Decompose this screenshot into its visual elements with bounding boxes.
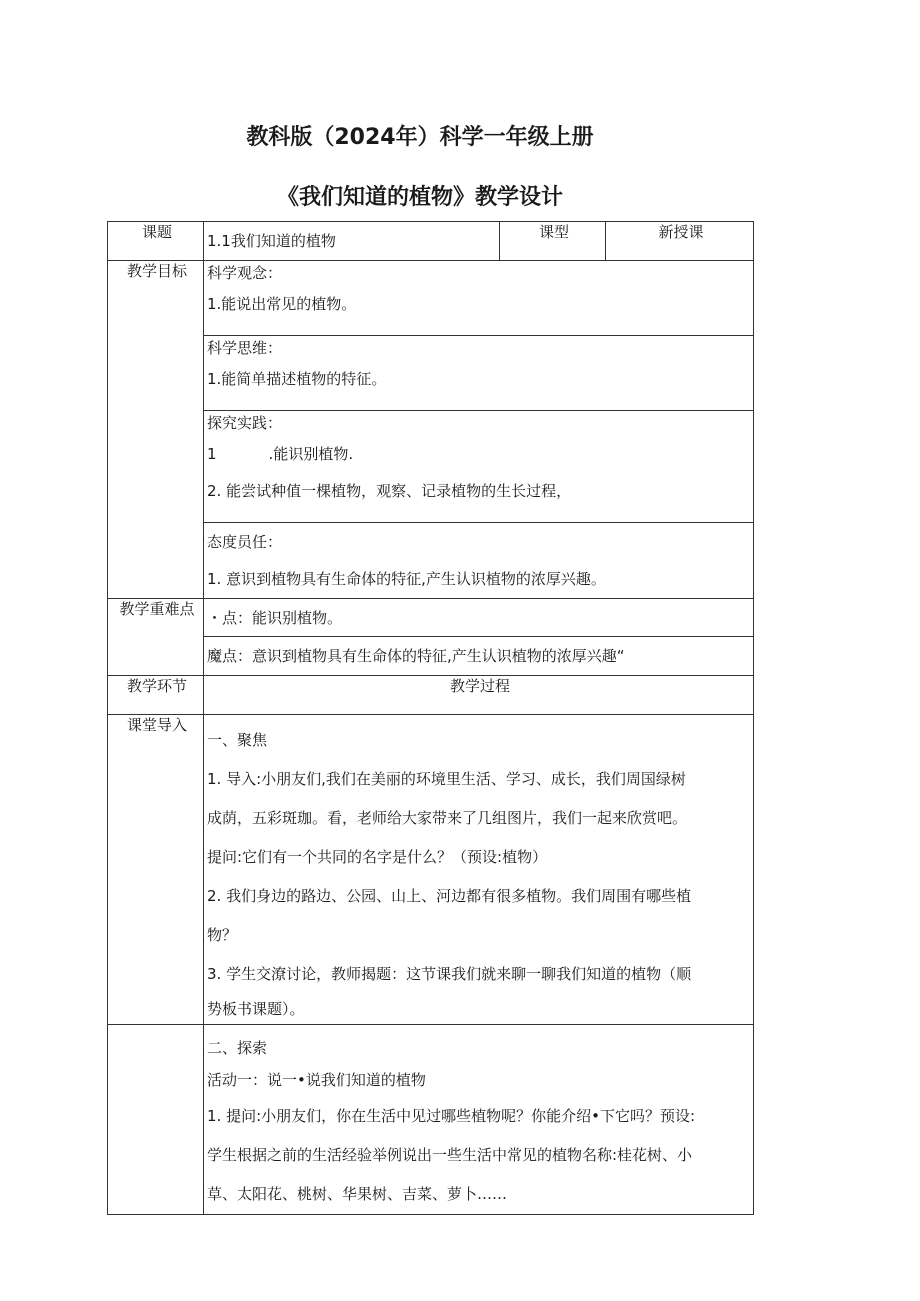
type-label: 课型 — [500, 222, 606, 261]
objective-heading: 态度员任： — [207, 533, 283, 551]
explore-line: 1. 提问:小朋友们，你在生活中见过哪些植物呢？你能介绍•下它吗？预设: — [207, 1107, 696, 1125]
table-row-key-point — [108, 599, 754, 637]
table-row-objective-practice — [108, 411, 754, 523]
explore-line: 活动一：说一•说我们知道的植物 — [207, 1071, 426, 1089]
table-row-intro — [108, 715, 754, 1025]
objective-group-attitude — [204, 523, 754, 599]
objective-item-number: 1 — [207, 445, 217, 463]
intro-line: 2. 我们身边的路边、公园、山上、河边都有很多植物。我们周围有哪些植 — [207, 887, 692, 905]
objective-item-text: .能识别植物. — [268, 445, 354, 463]
table-row-difficult-point — [108, 637, 754, 676]
intro-label: 课堂导入 — [108, 715, 204, 1025]
objective-item — [207, 436, 753, 473]
objective-heading: 探究实践： — [207, 414, 283, 432]
document-title: 教科版（2024年）科学一年级上册 — [246, 125, 594, 150]
key-points-label: 教学重难点 — [108, 599, 204, 676]
objective-item: 1.能简单描述植物的特征。 — [207, 370, 387, 388]
table-row-process-header — [108, 676, 754, 715]
objectives-label: 教学目标 — [108, 261, 204, 599]
explore-line: 草、太阳花、桃树、华果树、吉菜、萝卜…… — [207, 1185, 508, 1203]
table-row-explore — [108, 1025, 754, 1215]
objective-item: 1. 意识到植物具有生命体的特征,产生认识植物的浓厚兴趣。 — [207, 570, 606, 588]
intro-line: 一、聚焦 — [207, 731, 268, 749]
objective-heading: 科学思维： — [207, 339, 283, 357]
key-point: ・点：能识别植物。 — [204, 599, 754, 637]
objective-group-concept — [204, 261, 754, 336]
stage-label: 教学环节 — [108, 676, 204, 715]
objective-item: 1.能说出常见的植物。 — [207, 295, 357, 313]
document-subtitle: 《我们知道的植物》教学设计 — [276, 185, 563, 210]
objective-item: 2. 能尝试种值一棵植物，观察、记录植物的生长过程， — [207, 482, 572, 500]
intro-line: 1. 导入:小朋友们,我们在美丽的环境里生活、学习、成长，我们周国绿树 — [207, 770, 686, 788]
explore-line: 二、探索 — [207, 1039, 268, 1057]
objective-group-practice — [204, 411, 754, 523]
objective-heading: 科学观念： — [207, 264, 283, 282]
intro-line: 物？ — [207, 926, 238, 944]
explore-label-cell — [108, 1025, 204, 1215]
explore-line: 学生根据之前的生活经验举例说出一些生活中常见的植物名称:桂花树、小 — [207, 1146, 693, 1164]
objective-group-thinking — [204, 336, 754, 411]
difficult-point: 魔点：意识到植物具有生命体的特征,产生认识植物的浓厚兴趣“ — [204, 637, 754, 676]
intro-line: 提问:它们有一个共同的名字是什么？（预设:植物） — [207, 848, 548, 866]
explore-content — [204, 1025, 754, 1215]
process-label: 教学过程 — [204, 676, 754, 715]
intro-content — [204, 715, 754, 1025]
intro-line: 3. 学生交潦讨论，教师揭题：这节课我们就来聊一聊我们知道的植物（顺 — [207, 965, 692, 983]
type-value: 新授课 — [606, 222, 754, 261]
intro-line: 势板书课题）。 — [207, 1000, 305, 1018]
topic-label: 课题 — [108, 222, 204, 261]
lesson-plan-table — [107, 221, 754, 1215]
topic-value: 1.1我们知道的植物 — [204, 222, 500, 261]
table-row-objective-concept — [108, 261, 754, 336]
table-row-objective-attitude — [108, 523, 754, 599]
table-row-objective-thinking — [108, 336, 754, 411]
table-row-topic — [108, 222, 754, 261]
intro-line: 成荫，五彩斑珈。看，老师给大家带来了几组图片，我们一起来欣赏吧。 — [207, 809, 688, 827]
